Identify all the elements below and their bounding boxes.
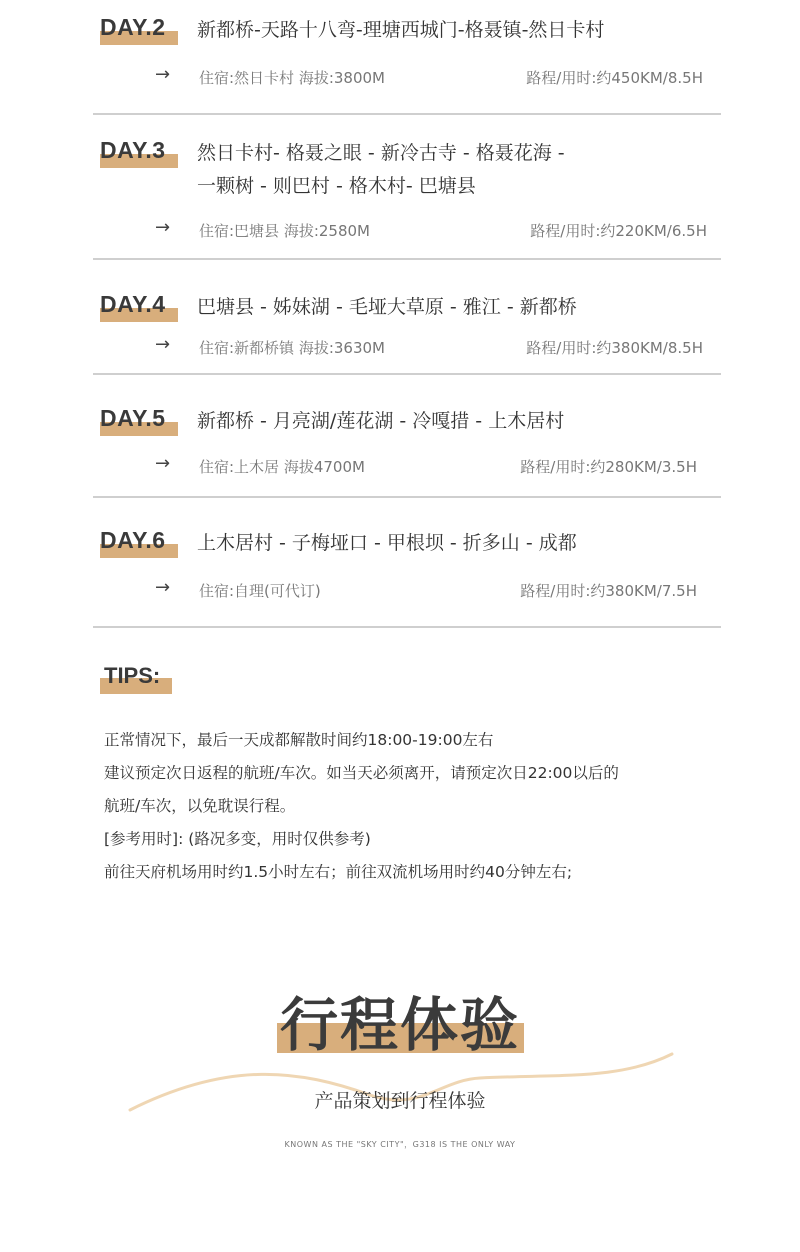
distance-info: 路程/用时:约380KM/7.5H [520, 582, 697, 600]
tips-line: 前往天府机场用时约1.5小时左右；前往双流机场用时约40分钟左右; [104, 863, 573, 881]
stay-info: 住宿:新都桥镇 海拔:3630M [199, 339, 385, 357]
stay-info: 住宿:然日卡村 海拔:3800M [199, 69, 385, 87]
stay-info: 住宿:巴塘县 海拔:2580M [199, 222, 370, 240]
stay-info: 住宿:上木居 海拔4700M [199, 458, 365, 476]
tips-line: 航班/车次，以免耽误行程。 [104, 797, 296, 815]
route-text: 然日卡村- 格聂之眼 - 新冷古寺 - 格聂花海 - [197, 142, 565, 164]
experience-title: 行程体验 [0, 978, 800, 1062]
day-block-4 [93, 258, 721, 375]
day-tag: DAY.3 [100, 137, 166, 164]
tips-line: 正常情况下，最后一天成都解散时间约18:00-19:00左右 [104, 731, 494, 749]
tips-content [104, 724, 744, 889]
arrow-icon: → [155, 334, 171, 355]
day-block-2 [93, 0, 721, 115]
route-text: 新都桥 - 月亮湖/莲花湖 - 冷嘎措 - 上木居村 [197, 410, 565, 432]
stay-info: 住宿:自理(可代订) [199, 582, 321, 600]
day-tag: DAY.5 [100, 405, 166, 432]
route-text: 新都桥-天路十八弯-理塘西城门-格聂镇-然日卡村 [197, 19, 605, 41]
arrow-icon: → [155, 577, 171, 598]
day-tag: DAY.2 [100, 14, 166, 41]
tips-line: 建议预定次日返程的航班/车次。如当天必须离开，请预定次日22:00以后的 [104, 764, 619, 782]
day-block-6 [93, 496, 721, 628]
route-text: 上木居村 - 子梅垭口 - 甲根坝 - 折多山 - 成都 [197, 532, 577, 554]
day-tag: DAY.6 [100, 527, 166, 554]
tips-title: TIPS: [104, 663, 160, 689]
arrow-icon: → [155, 453, 171, 474]
arrow-icon: → [155, 217, 171, 238]
route-text: 巴塘县 - 姊妹湖 - 毛垭大草原 - 雅江 - 新都桥 [197, 296, 577, 318]
tips-line: [参考用时]: (路况多变，用时仅供参考) [104, 830, 371, 848]
distance-info: 路程/用时:约220KM/6.5H [530, 222, 707, 240]
day-tag: DAY.4 [100, 291, 166, 318]
day-block-5 [93, 373, 721, 498]
arrow-icon: → [155, 64, 171, 85]
distance-info: 路程/用时:约380KM/8.5H [526, 339, 703, 357]
day-block-3 [93, 113, 721, 260]
experience-subtitle: 产品策划到行程体验 [314, 1090, 486, 1112]
distance-info: 路程/用时:约450KM/8.5H [526, 69, 703, 87]
experience-tagline: KNOWN AS THE "SKY CITY"，G318 IS THE ONLY WAY [284, 1140, 516, 1149]
distance-info: 路程/用时:约280KM/3.5H [520, 458, 697, 476]
route-text: 一颗树 - 则巴村 - 格木村- 巴塘县 [197, 175, 476, 197]
